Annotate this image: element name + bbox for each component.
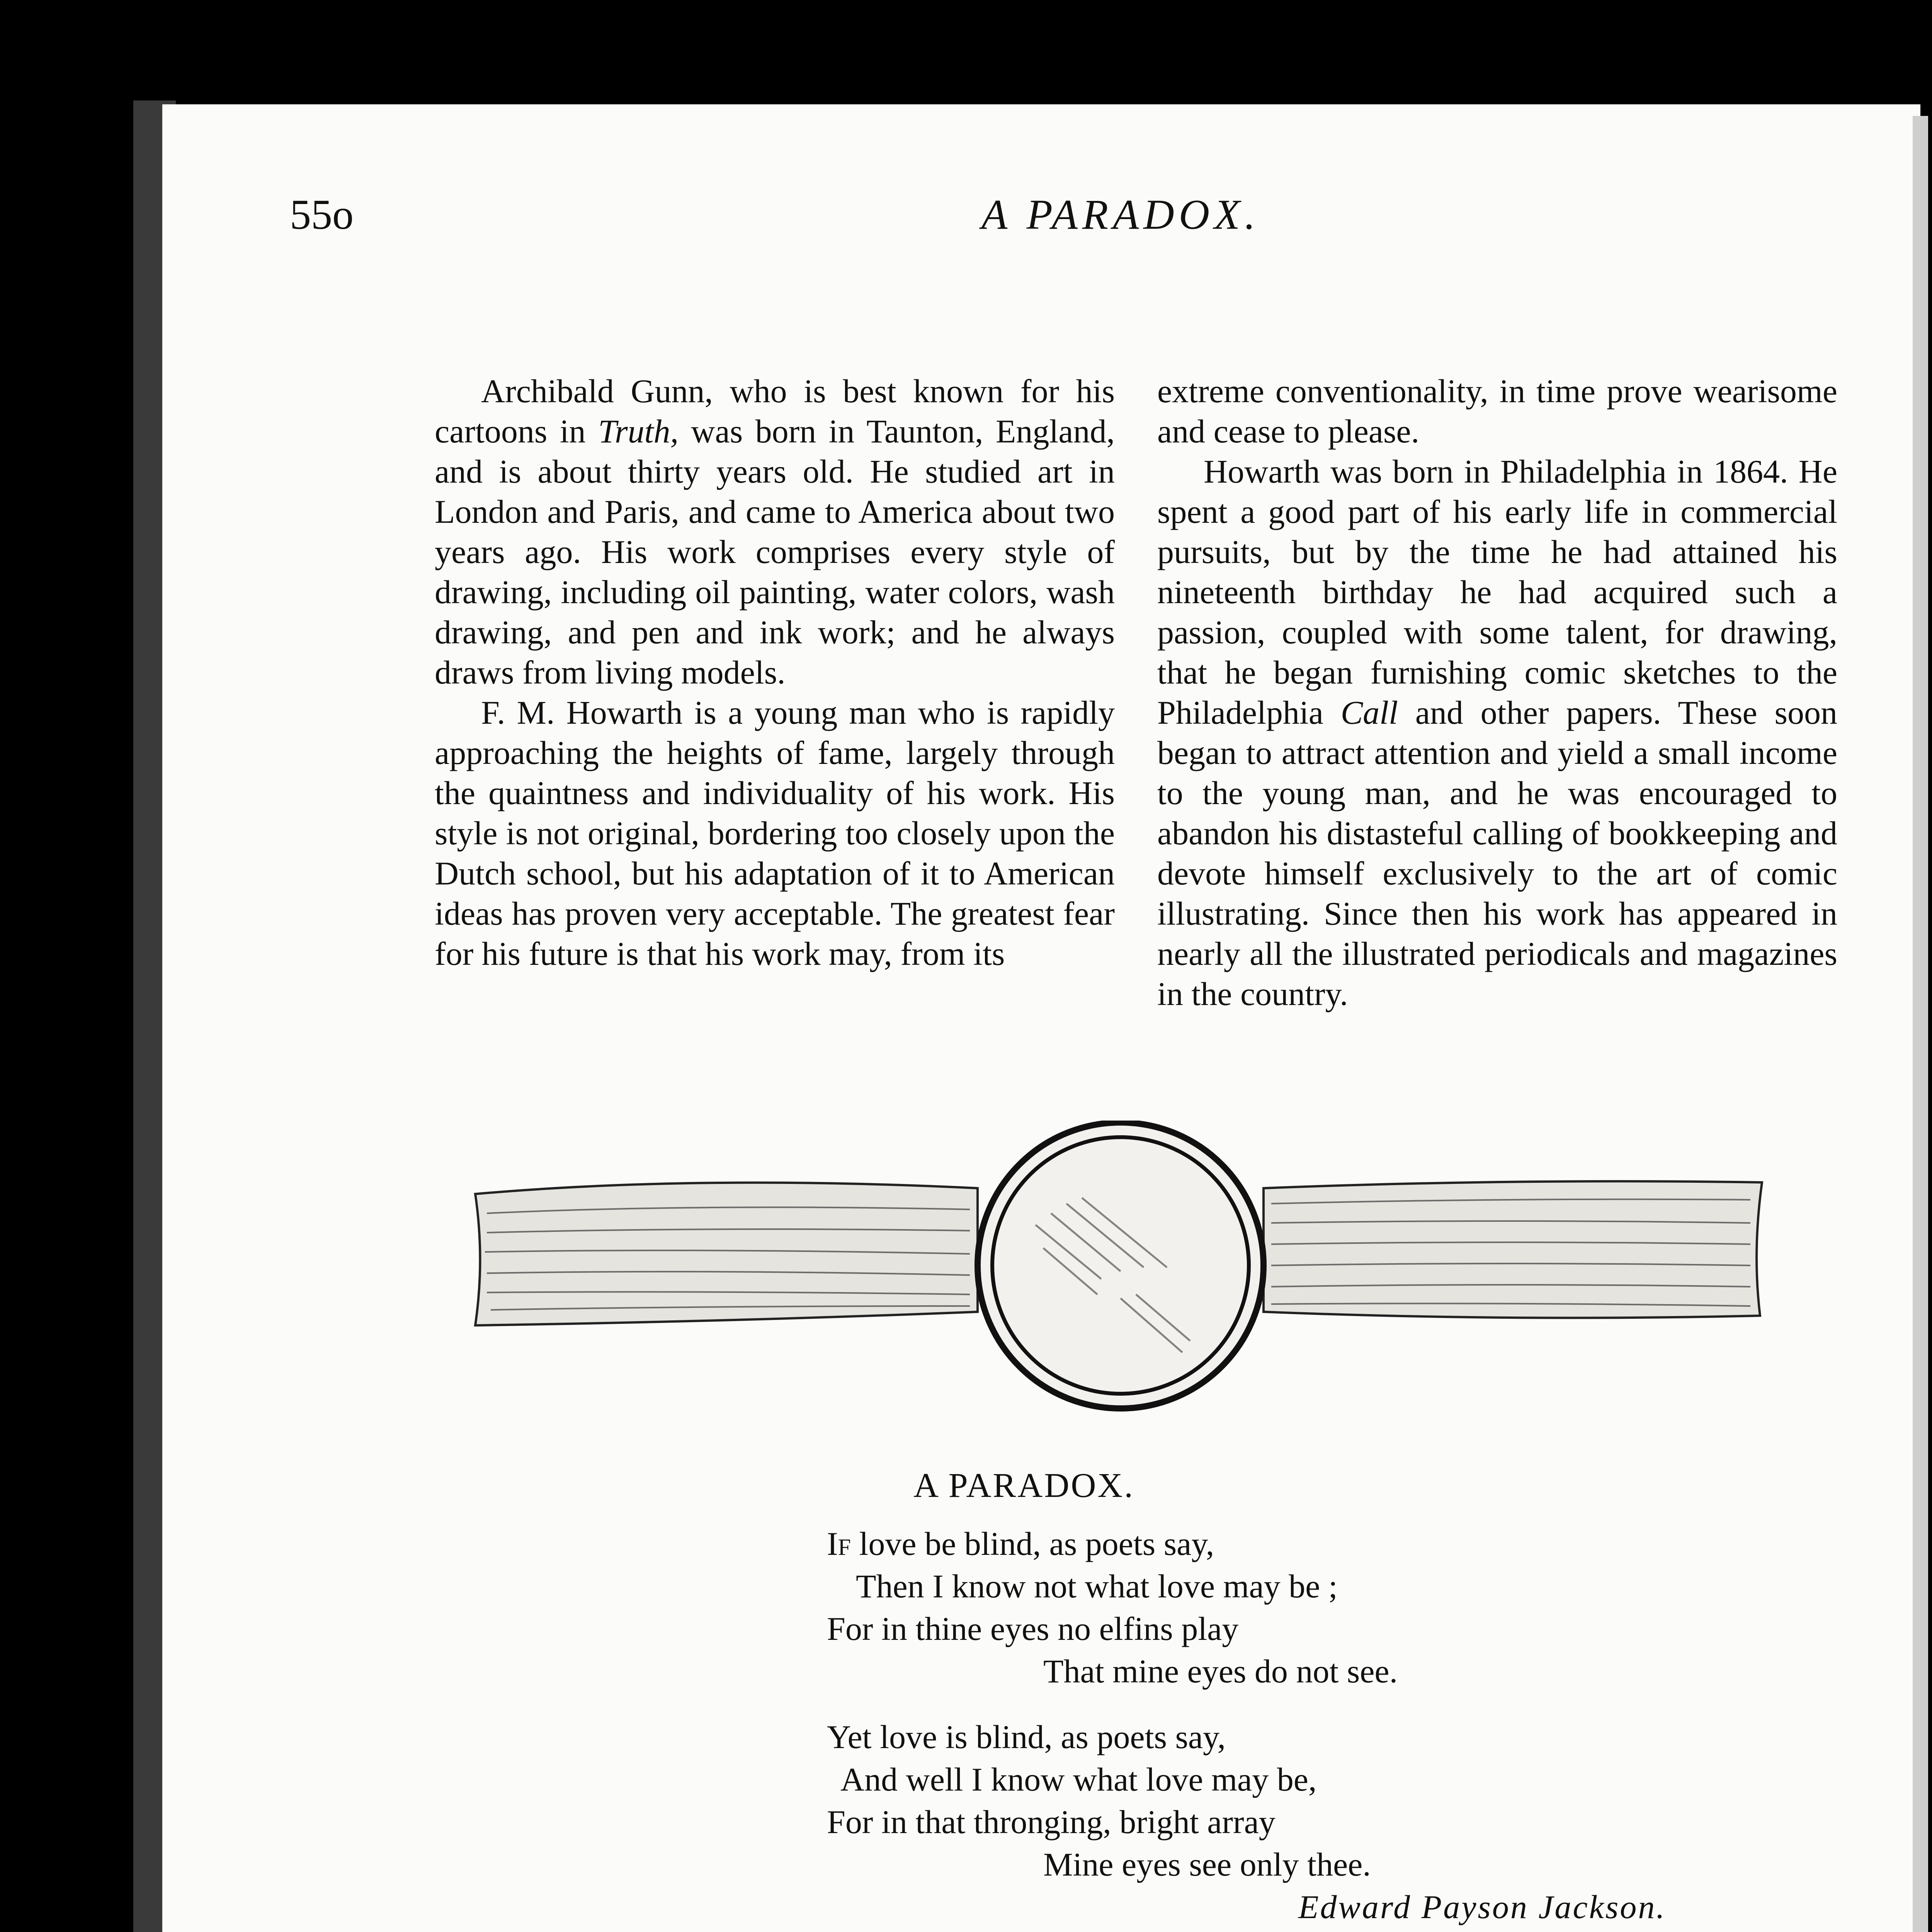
italic-title: Call [1340, 694, 1398, 731]
poem-line: Mine eyes see only thee. [1043, 1846, 1371, 1883]
page-number: 55o [290, 191, 354, 238]
ribbon-with-mirror-illustration [464, 1121, 1777, 1449]
poem-line [827, 1522, 1398, 1565]
poem-title: A PARADOX. [913, 1466, 1134, 1505]
poem-line: That mine eyes do not see. [1043, 1653, 1398, 1690]
page-edge [1913, 116, 1928, 1932]
italic-title: Truth, [598, 413, 679, 450]
body-paragraph: F. M. Howarth is a young man who is rapidly approaching the heights of fame, largely through the quaintness and individuality of his work. His style is not original, bordering too closely upon the Dutch school, but his adaptation of it to American ideas has proven very acceptable. The greatest fear for his future is that his work may, from its [435, 694, 1115, 972]
body-paragraph: Archibald Gunn, who is best known for his cartoons in Truth, was born in Taunton, England, and is about thirty years old. He studied art in London and Paris, and came to America about two years ago. His work comprises every style of drawing, including oil painting, water colors, wash drawing, and pen and ink work; and he always draws from living models. [435, 372, 1115, 691]
poem-author: Edward Payson Jackson. [1298, 1888, 1666, 1925]
running-title: A PARADOX. [981, 191, 1260, 238]
body-paragraph: extreme conventionality, in time prove wearisome and cease to please. [1157, 372, 1837, 450]
text-column-right [1157, 371, 1837, 1014]
drop-initial-word: If [827, 1525, 851, 1562]
poem-line-text: love be blind, as poets say, [851, 1525, 1214, 1562]
poem-line: For in thine eyes no elfins play [827, 1610, 1239, 1647]
poem-line: For in that thronging, bright array [827, 1803, 1276, 1840]
poem-stanza-2 [827, 1716, 1371, 1886]
body-paragraph: Howarth was born in Philadelphia in 1864. He spent a good part of his early life in commercial pursuits, but by the time he had attained his nineteenth birthday he had acquired such a passion, coupled with some talent, for drawing, that he began furnishing comic sketches to the Philadelphia Call and other papers. These soon began to attract attention and yield a small income to the young man, and he was encouraged to abandon his distasteful calling of bookkeeping and devote himself exclusively to the art of comic illustrating. Since then his work has appeared in nearly all the illustrated periodicals and magazines in the country. [1157, 453, 1838, 1012]
text-column-left [435, 371, 1115, 974]
poem-line: Then I know not what love may be ; [856, 1568, 1338, 1605]
poem-line: Yet love is blind, as poets say, [827, 1718, 1226, 1755]
poem-line: And well I know what love may be, [840, 1761, 1317, 1798]
poem-stanza-1 [827, 1522, 1398, 1692]
